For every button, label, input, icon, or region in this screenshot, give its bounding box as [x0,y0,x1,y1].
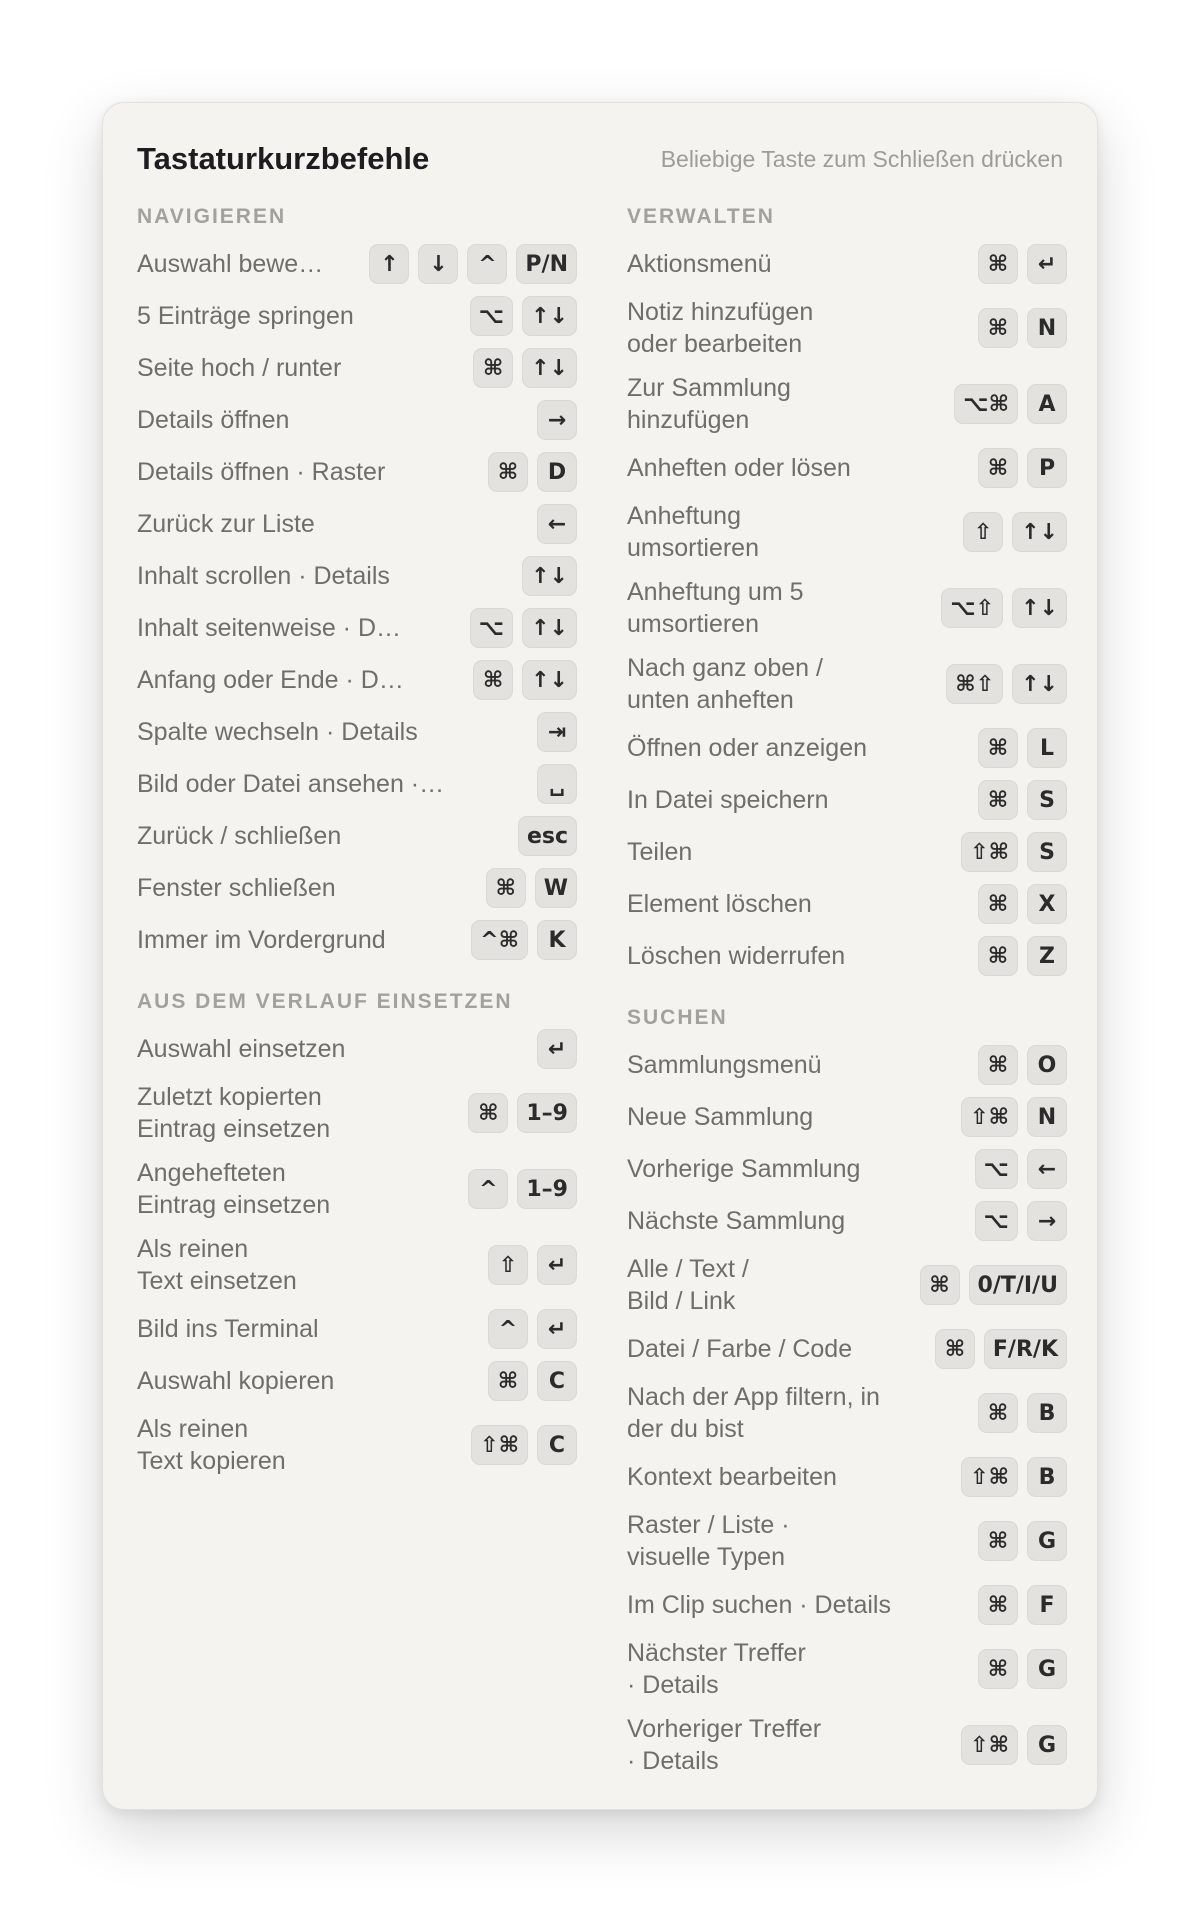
shortcut-label: Sammlungsmenü [627,1051,822,1079]
shortcut-keys [946,664,1067,704]
shortcut-row [137,654,577,706]
shortcut-keys [978,884,1067,924]
shortcut-keys [954,384,1067,424]
keycap: ⌘ [978,1649,1018,1689]
keycap: ⇧⌘ [961,1457,1018,1497]
keycap: → [1027,1201,1067,1241]
keycap: ⌘ [978,1521,1018,1561]
keycap: ⌥ [975,1201,1018,1241]
shortcut-label: Inhalt scrollen · Details [137,562,390,590]
keycap: ⌥⌘ [954,384,1018,424]
shortcut-label: Löschen widerrufen [627,942,846,970]
keycap: ␣ [537,764,577,804]
keycap: ↵ [1027,244,1067,284]
keycap: ⇧⌘ [961,1097,1018,1137]
shortcut-row [137,498,577,550]
keycap: ↵ [537,1029,577,1069]
shortcut-keys [468,1169,577,1209]
shortcut-keys [488,1309,577,1349]
shortcut-row [137,550,577,602]
shortcut-keys [978,1585,1067,1625]
shortcut-row [627,1195,1067,1247]
shortcut-keys [537,712,577,752]
shortcut-keys [488,452,577,492]
keycap: ^ [488,1309,528,1349]
shortcut-keys [978,728,1067,768]
shortcut-label: Nach ganz oben / unten anheften [627,654,823,714]
keycap: G [1027,1649,1067,1689]
keycap: ⌘ [978,780,1018,820]
shortcut-row [137,290,577,342]
shortcut-row [137,1407,577,1483]
shortcut-label: Als reinen Text kopieren [137,1415,286,1475]
shortcut-keys [961,1457,1067,1497]
panel-header [137,137,1063,181]
shortcut-keys [488,1361,577,1401]
shortcut-row [627,1451,1067,1503]
shortcut-label: Nächste Sammlung [627,1207,846,1235]
keycap: P/N [516,244,577,284]
keycap: ^⌘ [471,920,528,960]
keycap: C [537,1361,577,1401]
shortcut-keys [488,1245,577,1285]
keycap: F [1027,1585,1067,1625]
shortcut-row [627,878,1067,930]
shortcut-keys [537,504,577,544]
shortcut-label: Immer im Vordergrund [137,926,386,954]
shortcut-row [137,1023,577,1075]
shortcut-keys [473,348,577,388]
shortcut-label: Bild ins Terminal [137,1315,319,1343]
keycap: ↑ [369,244,409,284]
keycap: ↑↓ [1012,588,1067,628]
keycap: S [1027,780,1067,820]
shortcut-label: Nach der App filtern, in der du bist [627,1383,880,1443]
shortcut-row [627,1091,1067,1143]
shortcut-row [137,394,577,446]
keycap: ⌥ [975,1149,1018,1189]
shortcut-row [627,570,1067,646]
shortcut-label: Datei / Farbe / Code [627,1335,853,1363]
shortcut-keys [978,1521,1067,1561]
shortcut-keys [978,780,1067,820]
shortcut-keys [941,588,1067,628]
keycap: ↑↓ [522,660,577,700]
section-title: NAVIGIEREN [137,205,287,228]
shortcut-keys [471,920,577,960]
shortcut-keys [470,296,577,336]
shortcut-row [627,238,1067,290]
keycap: ⇧ [963,512,1003,552]
section-title: SUCHEN [627,1006,728,1029]
keycap: A [1027,384,1067,424]
shortcut-row [137,862,577,914]
shortcuts-panel [102,102,1098,1810]
shortcut-keys [978,936,1067,976]
keycap: ⌘ [978,448,1018,488]
keycap: ← [1027,1149,1067,1189]
shortcut-row [627,1143,1067,1195]
keycap: ↑↓ [522,556,577,596]
shortcut-row [137,706,577,758]
keycap: ⌘ [486,868,526,908]
section-title: AUS DEM VERLAUF EINSETZEN [137,990,513,1013]
shortcut-keys [522,556,577,596]
left-column [137,199,577,1483]
keycap: ⌘ [488,1361,528,1401]
keycap: ↑↓ [1012,512,1067,552]
shortcut-label: Aktionsmenü [627,250,772,278]
keycap: ↑↓ [522,348,577,388]
keycap: P [1027,448,1067,488]
keycap: ↵ [537,1309,577,1349]
keycap: 1–9 [517,1093,577,1133]
shortcut-row [627,442,1067,494]
keycap: ⌘ [978,1045,1018,1085]
right-column [627,199,1067,1783]
shortcut-label: Zur Sammlung hinzufügen [627,374,791,434]
keycap: N [1027,308,1067,348]
shortcut-row [627,290,1067,366]
shortcut-keys [978,1045,1067,1085]
shortcut-label: Details öffnen [137,406,290,434]
keycap: ⌥ [470,296,513,336]
shortcut-label: Seite hoch / runter [137,354,342,382]
shortcut-keys [369,244,577,284]
keycap: ↓ [418,244,458,284]
keycap: ← [537,504,577,544]
shortcut-label: Anheften oder lösen [627,454,851,482]
shortcut-keys [978,448,1067,488]
shortcut-label: Nächster Treffer · Details [627,1639,806,1699]
shortcut-row [627,1323,1067,1375]
shortcut-label: Anheftung umsortieren [627,502,759,562]
shortcut-keys [537,400,577,440]
keycap: ↑↓ [1012,664,1067,704]
shortcut-label: Fenster schließen [137,874,336,902]
keycap: B [1027,1457,1067,1497]
shortcut-row [137,602,577,654]
keycap: Z [1027,936,1067,976]
shortcut-label: Auswahl bewe… [137,250,324,278]
keycap: G [1027,1725,1067,1765]
keycap: ↵ [537,1245,577,1285]
keycap: 1–9 [517,1169,577,1209]
keycap: ⌘ [978,728,1018,768]
shortcut-label: Auswahl kopieren [137,1367,335,1395]
keycap: C [537,1425,577,1465]
shortcut-label: Details öffnen · Raster [137,458,386,486]
shortcut-keys [473,660,577,700]
shortcut-row [627,1579,1067,1631]
keycap: 0/T/I/U [969,1265,1067,1305]
keycap: ^ [467,244,507,284]
keycap: ⌘ [920,1265,960,1305]
keycap: ⇧ [488,1245,528,1285]
shortcut-row [627,1503,1067,1579]
keycap: ^ [468,1169,508,1209]
shortcut-keys [537,1029,577,1069]
keycap: ⌥ [470,608,513,648]
shortcut-row [137,1075,577,1151]
keycap: ⇥ [537,712,577,752]
shortcut-label: Bild oder Datei ansehen ·… [137,770,445,798]
shortcut-row [627,930,1067,982]
shortcut-keys [961,1725,1067,1765]
shortcut-row [627,1707,1067,1783]
shortcut-row [137,1151,577,1227]
shortcut-label: Spalte wechseln · Details [137,718,418,746]
keycap: G [1027,1521,1067,1561]
shortcut-keys [920,1265,1067,1305]
shortcut-label: 5 Einträge springen [137,302,354,330]
shortcut-label: Als reinen Text einsetzen [137,1235,297,1295]
shortcut-keys [978,1393,1067,1433]
shortcut-label: Zurück zur Liste [137,510,315,538]
keycap: ⌘ [473,348,513,388]
shortcut-label: Kontext bearbeiten [627,1463,837,1491]
shortcut-label: Alle / Text / Bild / Link [627,1255,749,1315]
shortcut-row [137,446,577,498]
shortcut-keys [963,512,1067,552]
keycap: ⌘ [473,660,513,700]
shortcut-row [137,238,577,290]
shortcut-row [627,722,1067,774]
keycap: ⌘ [978,936,1018,976]
keycap: ⌘ [935,1329,975,1369]
shortcut-row [137,342,577,394]
panel-title: Tastaturkurzbefehle [137,141,430,176]
shortcut-keys [471,1425,577,1465]
shortcut-label: Inhalt seitenweise · D… [137,614,402,642]
shortcut-row [627,494,1067,570]
shortcut-keys [978,244,1067,284]
shortcut-row [137,758,577,810]
shortcut-label: Element löschen [627,890,812,918]
shortcut-label: Auswahl einsetzen [137,1035,346,1063]
keycap: ⌘⇧ [946,664,1003,704]
keycap: ⌘ [978,884,1018,924]
keycap: → [537,400,577,440]
shortcut-row [627,826,1067,878]
shortcut-keys [975,1149,1067,1189]
shortcut-keys [537,764,577,804]
keycap: ↑↓ [522,296,577,336]
shortcut-label: Teilen [627,838,693,866]
shortcut-keys [468,1093,577,1133]
keycap: ⌘ [978,244,1018,284]
section-title: VERWALTEN [627,205,775,228]
shortcut-row [137,1227,577,1303]
keycap: K [537,920,577,960]
shortcut-row [627,774,1067,826]
shortcut-row [627,366,1067,442]
shortcut-keys [978,1649,1067,1689]
shortcut-label: Zuletzt kopierten Eintrag einsetzen [137,1083,331,1143]
keycap: S [1027,832,1067,872]
keycap: ⌘ [978,1585,1018,1625]
keycap: ⌘ [468,1093,508,1133]
shortcut-row [627,1631,1067,1707]
keycap: ↑↓ [522,608,577,648]
shortcut-label: Im Clip suchen · Details [627,1591,891,1619]
shortcut-row [627,1247,1067,1323]
shortcut-keys [961,1097,1067,1137]
section-suchen [627,1000,1067,1783]
shortcut-label: Angehefteten Eintrag einsetzen [137,1159,331,1219]
keycap: N [1027,1097,1067,1137]
keycap: ⇧⌘ [961,1725,1018,1765]
shortcut-keys [978,308,1067,348]
keycap: ⇧⌘ [961,832,1018,872]
keycap: B [1027,1393,1067,1433]
shortcut-label: Anfang oder Ende · D… [137,666,404,694]
keycap: esc [518,816,577,856]
shortcut-keys [518,816,577,856]
shortcut-label: Öffnen oder anzeigen [627,734,868,762]
shortcut-label: Notiz hinzufügen oder bearbeiten [627,298,814,358]
keycap: ⇧⌘ [471,1425,528,1465]
shortcut-row [627,1375,1067,1451]
shortcut-row [137,1303,577,1355]
shortcut-row [137,1355,577,1407]
shortcut-row [627,646,1067,722]
shortcut-label: Vorherige Sammlung [627,1155,861,1183]
shortcut-row [137,810,577,862]
section-aus-dem-verlauf-einsetzen [137,984,577,1483]
shortcut-label: In Datei speichern [627,786,829,814]
close-hint: Beliebige Taste zum Schließen drücken [660,146,1063,172]
shortcut-label: Anheftung um 5 umsortieren [627,578,804,638]
keycap: X [1027,884,1067,924]
shortcut-label: Zurück / schließen [137,822,342,850]
keycap: ⌘ [978,308,1018,348]
keycap: D [537,452,577,492]
keycap: ⌘ [488,452,528,492]
keycap: ⌘ [978,1393,1018,1433]
keycap: W [535,868,577,908]
shortcut-keys [470,608,577,648]
shortcut-keys [961,832,1067,872]
keycap: F/R/K [984,1329,1067,1369]
keycap: L [1027,728,1067,768]
shortcut-row [627,1039,1067,1091]
shortcut-keys [935,1329,1067,1369]
shortcut-row [137,914,577,966]
shortcut-keys [486,868,577,908]
keycap: ⌥⇧ [941,588,1003,628]
keycap: O [1027,1045,1067,1085]
section-navigieren [137,199,577,966]
shortcut-label: Neue Sammlung [627,1103,814,1131]
shortcut-label: Vorheriger Treffer · Details [627,1715,822,1775]
shortcut-label: Raster / Liste · visuelle Typen [627,1511,790,1571]
section-verwalten [627,199,1067,982]
shortcut-keys [975,1201,1067,1241]
